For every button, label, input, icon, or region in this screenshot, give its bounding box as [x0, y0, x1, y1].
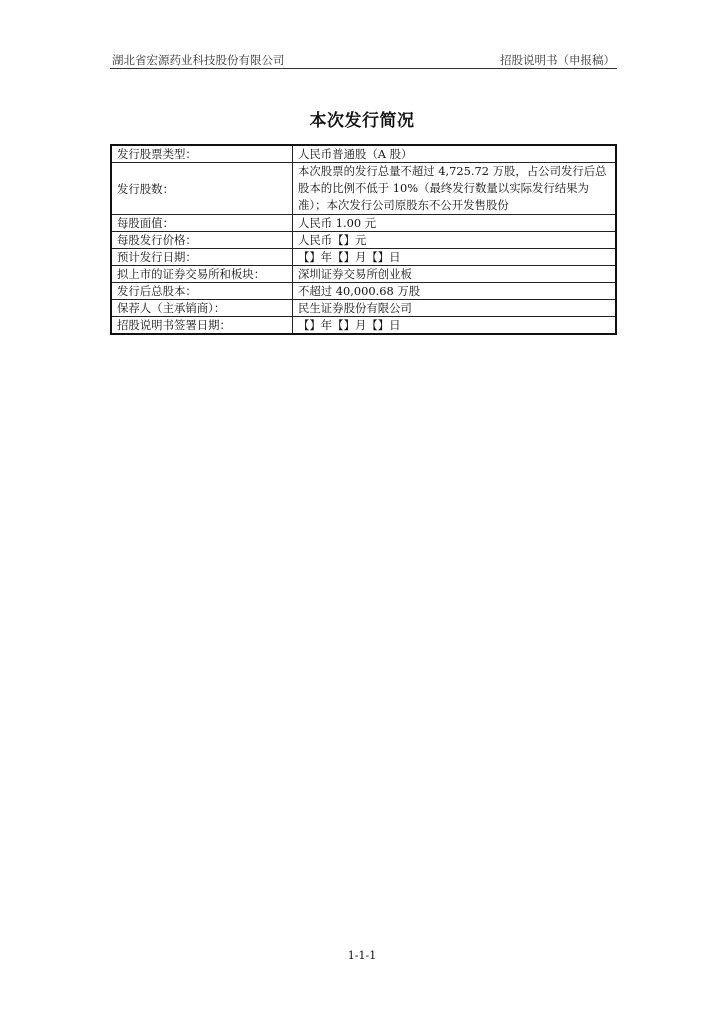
row-label: 发行后总股本： [111, 283, 293, 300]
row-label: 发行股票类型： [111, 145, 293, 163]
row-value: 【】年【】月【】日 [293, 249, 617, 266]
row-label: 发行股数： [111, 163, 293, 215]
row-label: 预计发行日期： [111, 249, 293, 266]
table-row [111, 266, 616, 283]
row-label: 拟上市的证券交易所和板块： [111, 266, 293, 283]
row-value: 本次股票的发行总量不超过 4,725.72 万股，占公司发行后总股本的比例不低于 10%（最终发行数量以实际发行结果为准）；本次发行公司原股东不公开发售股份 [293, 163, 617, 215]
row-value: 人民币 1.00 元 [293, 215, 617, 232]
table-row [111, 145, 616, 163]
page-number: 1-1-1 [347, 949, 377, 962]
row-label: 保荐人（主承销商）： [111, 300, 293, 317]
row-label: 招股说明书签署日期： [111, 317, 293, 335]
row-value: 人民币【】元 [293, 232, 617, 249]
row-label: 每股发行价格： [111, 232, 293, 249]
table-row [111, 317, 616, 335]
table-row [111, 249, 616, 266]
table-row [111, 300, 616, 317]
table-row [111, 283, 616, 300]
row-value: 人民币普通股（A 股） [293, 145, 617, 163]
row-value: 深圳证券交易所创业板 [293, 266, 617, 283]
table-row [111, 215, 616, 232]
table-row [111, 163, 616, 215]
header-company-name: 湖北省宏源药业科技股份有限公司 [112, 53, 285, 67]
row-value: 【】年【】月【】日 [293, 317, 617, 335]
row-label: 每股面值： [111, 215, 293, 232]
page-header [110, 50, 617, 69]
row-value: 民生证券股份有限公司 [293, 300, 617, 317]
issuance-summary-table [110, 144, 617, 335]
table-row [111, 232, 616, 249]
section-title: 本次发行简况 [309, 111, 415, 131]
header-document-title: 招股说明书（申报稿） [500, 53, 615, 67]
row-value: 不超过 40,000.68 万股 [293, 283, 617, 300]
